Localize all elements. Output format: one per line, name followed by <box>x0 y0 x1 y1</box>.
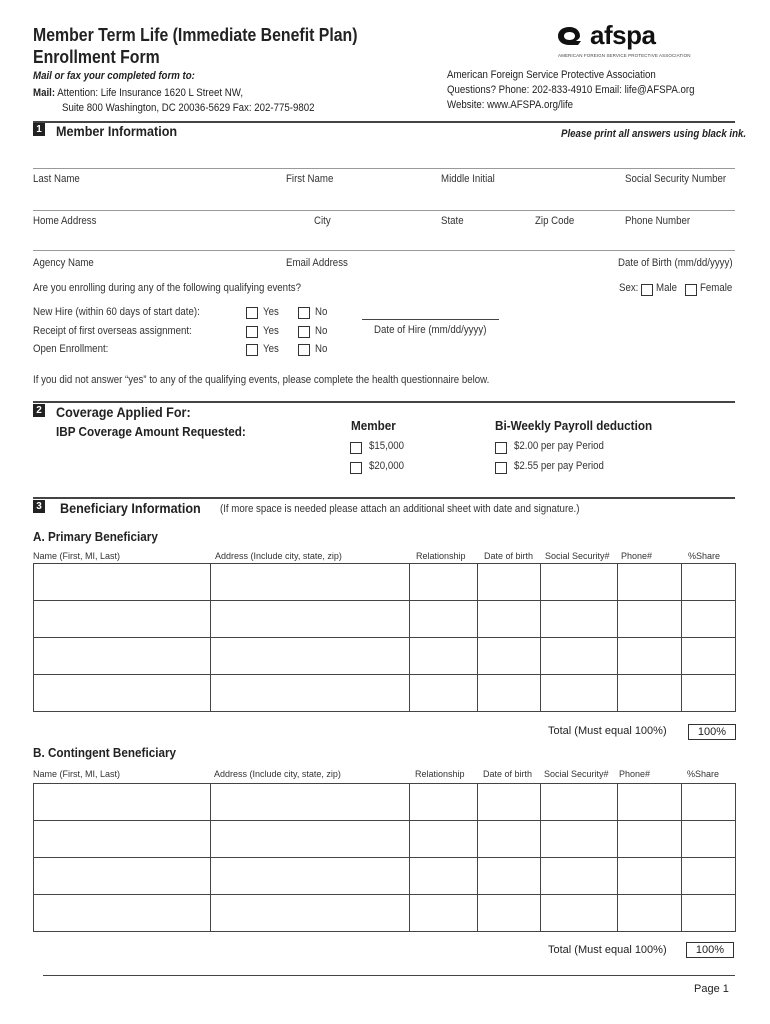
col-share: %Share <box>687 769 720 779</box>
table-row <box>34 564 736 601</box>
dob-field[interactable]: Date of Birth (mm/dd/yyyy) <box>618 257 733 269</box>
col-phone: Phone# <box>619 769 651 779</box>
contingent-beneficiary-table <box>33 783 736 932</box>
contingent-total-label: Total (Must equal 100%) <box>548 944 667 956</box>
city-field[interactable]: City <box>314 215 331 227</box>
event-open-enrollment: Open Enrollment: <box>33 343 109 355</box>
overseas-yes-checkbox[interactable] <box>246 326 258 338</box>
no-label: No <box>315 306 328 318</box>
section2-subtitle: IBP Coverage Amount Requested: <box>56 424 246 439</box>
female-label: Female <box>700 282 733 294</box>
yes-label: Yes <box>263 325 279 337</box>
col-name: Name (First, MI, Last) <box>33 769 121 779</box>
section1-number: 1 <box>33 123 45 136</box>
col-name: Name (First, MI, Last) <box>33 551 121 561</box>
new-hire-no-checkbox[interactable] <box>298 307 310 319</box>
logo-wordmark: afspa <box>590 20 656 50</box>
mail-line2: Suite 800 Washington, DC 20036-5629 Fax: 202-775-9802 <box>62 102 315 114</box>
deduction-255-label: $2.55 per pay Period <box>514 460 604 472</box>
col-dob: Date of birth <box>483 769 533 779</box>
table-row <box>34 784 736 821</box>
contingent-total-box: 100% <box>686 942 734 958</box>
amount-15000-label: $15,000 <box>369 440 404 452</box>
male-label: Male <box>656 282 677 294</box>
state-field[interactable]: State <box>441 215 464 227</box>
ink-note: Please print all answers using black ink. <box>561 128 747 140</box>
col-ssn: Social Security# <box>545 551 610 561</box>
event-new-hire: New Hire (within 60 days of start date): <box>33 306 200 318</box>
yes-label: Yes <box>263 343 279 355</box>
col-dob: Date of birth <box>484 551 534 561</box>
table-row <box>34 638 736 675</box>
table-row <box>34 895 736 932</box>
qualifying-question: Are you enrolling during any of the following qualifying events? <box>33 282 301 294</box>
table-row <box>34 601 736 638</box>
hire-date-line[interactable] <box>362 319 499 320</box>
email-address-field[interactable]: Email Address <box>286 257 348 269</box>
afspa-logo-icon <box>556 25 583 47</box>
col-ssn: Social Security# <box>544 769 609 779</box>
overseas-no-checkbox[interactable] <box>298 326 310 338</box>
event-overseas: Receipt of first overseas assignment: <box>33 325 192 337</box>
new-hire-yes-checkbox[interactable] <box>246 307 258 319</box>
middle-initial-field[interactable]: Middle Initial <box>441 173 495 185</box>
first-name-field[interactable]: First Name <box>286 173 334 185</box>
payroll-heading: Bi-Weekly Payroll deduction <box>495 418 653 433</box>
sex-male-checkbox[interactable] <box>641 284 653 296</box>
yes-label: Yes <box>263 306 279 318</box>
deduction-200-label: $2.00 per pay Period <box>514 440 604 452</box>
afspa-logo <box>556 22 690 64</box>
amount-20000-checkbox[interactable] <box>350 462 362 474</box>
ssn-field[interactable]: Social Security Number <box>625 173 727 185</box>
mail-intro: Mail or fax your completed form to: <box>33 70 195 82</box>
row3-line <box>33 250 735 251</box>
org-website[interactable]: Website: www.AFSPA.org/life <box>447 99 574 111</box>
footer-rule <box>43 975 735 976</box>
primary-beneficiary-table <box>33 563 736 712</box>
open-enrollment-no-checkbox[interactable] <box>298 344 310 356</box>
hire-date-label: Date of Hire (mm/dd/yyyy) <box>374 324 487 336</box>
section2-rule <box>33 401 735 403</box>
primary-total-label: Total (Must equal 100%) <box>548 725 667 737</box>
deduction-255-checkbox[interactable] <box>495 462 507 474</box>
section2-number: 2 <box>33 404 45 417</box>
amount-20000-label: $20,000 <box>369 460 404 472</box>
sex-label: Sex: <box>619 282 639 294</box>
col-share: %Share <box>688 551 721 561</box>
logo-subtitle: AMERICAN FOREIGN SERVICE PROTECTIVE ASSOCIATION <box>558 53 691 58</box>
phone-number-field[interactable]: Phone Number <box>625 215 691 227</box>
col-address: Address (Include city, state, zip) <box>215 551 342 561</box>
mail-address <box>33 87 243 99</box>
section3-rule <box>33 497 735 499</box>
contingent-beneficiary-title: B. Contingent Beneficiary <box>33 745 177 760</box>
row2-line <box>33 210 735 211</box>
sex-female-checkbox[interactable] <box>685 284 697 296</box>
no-label: No <box>315 343 328 355</box>
col-phone: Phone# <box>621 551 653 561</box>
mail-line1: Attention: Life Insurance 1620 L Street NW, <box>57 87 244 99</box>
no-label: No <box>315 325 328 337</box>
section3-number: 3 <box>33 500 45 513</box>
primary-beneficiary-title: A. Primary Beneficiary <box>33 529 158 544</box>
deduction-200-checkbox[interactable] <box>495 442 507 454</box>
mail-label: Mail: <box>33 87 56 99</box>
col-address: Address (Include city, state, zip) <box>214 769 341 779</box>
form-title: Member Term Life (Immediate Benefit Plan) Enrollment Form <box>33 25 358 67</box>
section2-title: Coverage Applied For: <box>56 404 191 420</box>
section1-title: Member Information <box>56 123 178 139</box>
agency-name-field[interactable]: Agency Name <box>33 257 94 269</box>
page-number: Page 1 <box>694 983 729 995</box>
table-row <box>34 821 736 858</box>
table-row <box>34 858 736 895</box>
amount-15000-checkbox[interactable] <box>350 442 362 454</box>
section3-title: Beneficiary Information <box>60 500 201 516</box>
questionnaire-note: If you did not answer “yes” to any of the qualifying events, please complete the health questionnaire below. <box>33 374 490 386</box>
last-name-field[interactable]: Last Name <box>33 173 80 185</box>
section3-note: (If more space is needed please attach an additional sheet with date and signature.) <box>220 503 580 515</box>
member-heading: Member <box>351 418 396 433</box>
org-name: American Foreign Service Protective Association <box>447 69 656 81</box>
col-relationship: Relationship <box>415 769 465 779</box>
home-address-field[interactable]: Home Address <box>33 215 97 227</box>
org-contact: Questions? Phone: 202-833-4910 Email: life@AFSPA.org <box>447 84 695 96</box>
col-relationship: Relationship <box>416 551 466 561</box>
zip-code-field[interactable]: Zip Code <box>535 215 575 227</box>
primary-total-box: 100% <box>688 724 736 740</box>
table-row <box>34 675 736 712</box>
open-enrollment-yes-checkbox[interactable] <box>246 344 258 356</box>
row1-line <box>33 168 735 169</box>
